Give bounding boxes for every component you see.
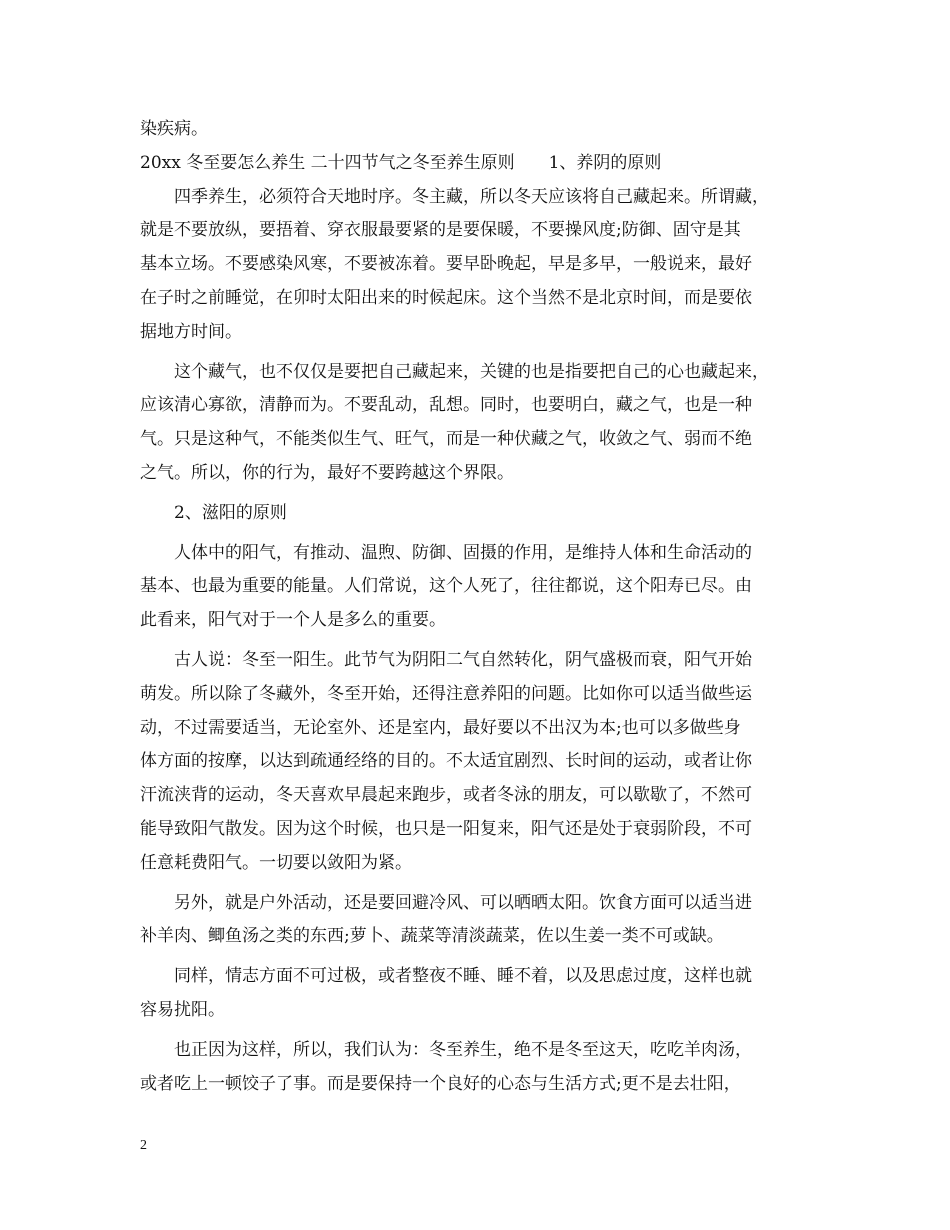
text-line: 之气。所以，你的行为，最好不要跨越这个界限。 [140, 462, 514, 483]
page-number: 2 [140, 1138, 147, 1153]
text-line: 就是不要放纵，要捂着、穿衣服最要紧的是要保暖，不要操风度;防御、固守是其 [140, 220, 741, 241]
text-line: 也正因为这样，所以，我们认为：冬至养生，绝不是冬至这天，吃吃羊肉汤， [174, 1039, 752, 1060]
text-line: 这个藏气，也不仅仅是要把自己藏起来，关键的也是指要把自己的心也藏起来， [174, 361, 769, 382]
text-line: 气。只是这种气，不能类似生气、旺气，而是一种伏藏之气，收敛之气、弱而不绝 [140, 429, 752, 450]
text-line: 萌发。所以除了冬藏外，冬至开始，还得注意养阳的问题。比如你可以适当做些运 [140, 683, 752, 704]
text-line: 能导致阳气散发。因为这个时候，也只是一阳复来，阳气还是处于衰弱阶段，不可 [140, 818, 752, 839]
text-line: 动，不过需要适当，无论室外、还是室内，最好要以不出汉为本;也可以多做些身 [140, 717, 741, 738]
document-body [140, 113, 812, 1101]
text-line: 人体中的阳气，有推动、温煦、防御、固摄的作用，是维持人体和生命活动的 [174, 542, 752, 563]
text-line: 同样，情志方面不可过极，或者整夜不睡、睡不着，以及思虑过度，这样也就 [174, 966, 752, 987]
text-line: 20xx 冬至要怎么养生 二十四节气之冬至养生原则 1、养阴的原则 [140, 152, 662, 173]
text-line: 或者吃上一顿饺子了事。而是要保持一个良好的心态与生活方式;更不是去壮阳， [140, 1073, 741, 1094]
text-line: 在子时之前睡觉，在卯时太阳出来的时候起床。这个当然不是北京时间，而是要依 [140, 287, 752, 308]
text-line: 补羊肉、鲫鱼汤之类的东西;萝卜、蔬菜等清淡蔬菜，佐以生姜一类不可或缺。 [140, 926, 724, 947]
text-line: 基本、也最为重要的能量。人们常说，这个人死了，往往都说，这个阳寿已尽。由 [140, 576, 752, 597]
text-line: 古人说：冬至一阳生。此节气为阴阳二气自然转化，阴气盛极而衰，阳气开始 [174, 649, 752, 670]
text-line: 另外，就是户外活动，还是要回避冷风、可以晒晒太阳。饮食方面可以适当进 [174, 892, 752, 913]
text-line: 据地方时间。 [140, 321, 242, 342]
text-line: 任意耗费阳气。一切要以敛阳为紧。 [140, 852, 412, 873]
text-line: 四季养生，必须符合天地时序。冬主藏，所以冬天应该将自己藏起来。所谓藏， [174, 186, 769, 207]
text-line: 应该清心寡欲，清静而为。不要乱动，乱想。同时，也要明白，藏之气，也是一种 [140, 395, 752, 416]
text-line: 汗流浃背的运动，冬天喜欢早晨起来跑步，或者冬泳的朋友，可以歇歇了，不然可 [140, 785, 752, 806]
text-line: 2、滋阳的原则 [174, 502, 287, 523]
text-line: 此看来，阳气对于一个人是多么的重要。 [140, 610, 446, 631]
text-line: 染疾病。 [140, 119, 208, 139]
text-line: 体方面的按摩，以达到疏通经络的目的。不太适宜剧烈、长时间的运动，或者让你 [140, 751, 752, 772]
text-line: 基本立场。不要感染风寒，不要被冻着。要早卧晚起，早是多早，一般说来，最好 [140, 254, 752, 275]
text-line: 容易扰阳。 [140, 999, 225, 1020]
